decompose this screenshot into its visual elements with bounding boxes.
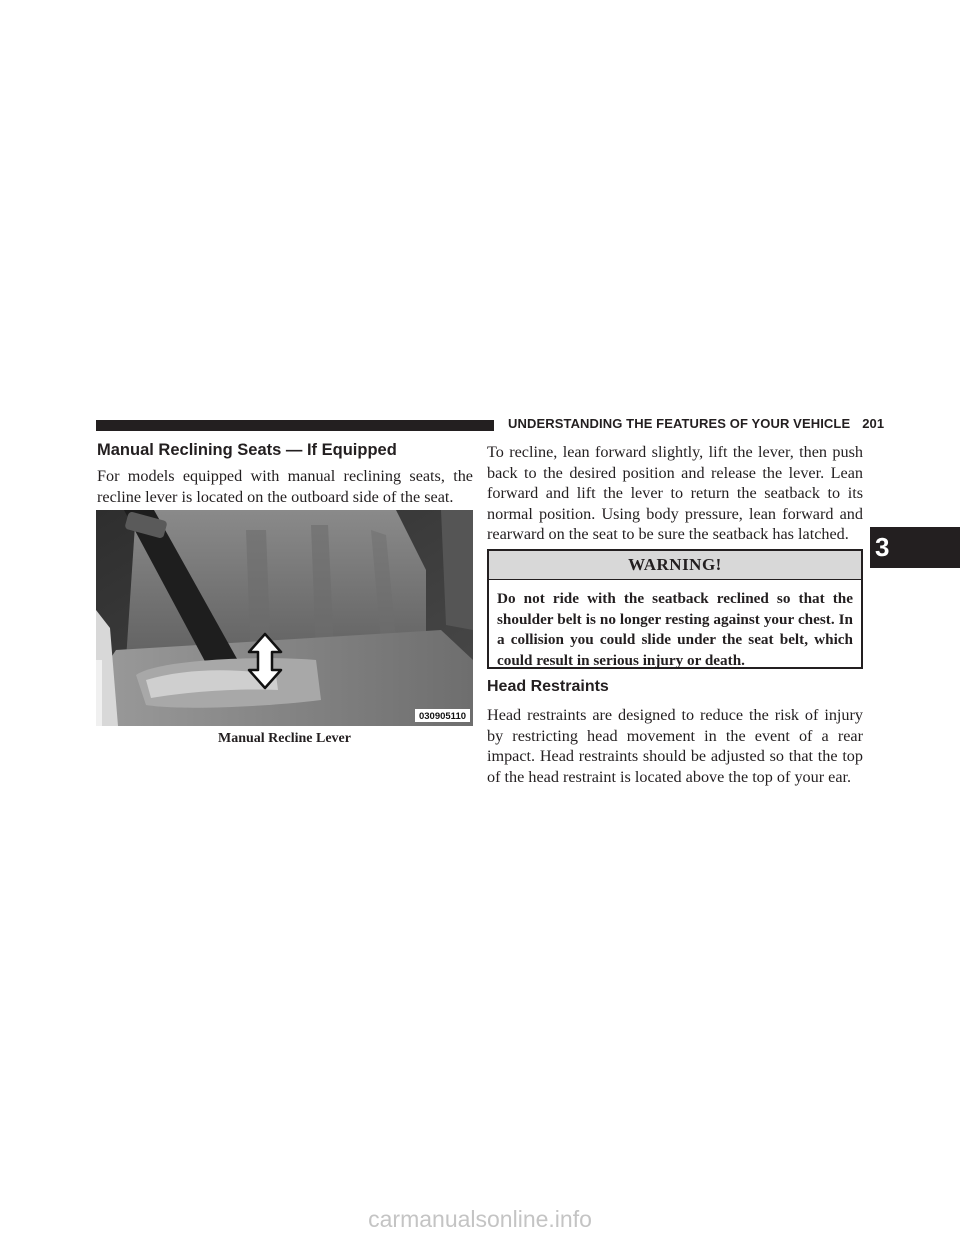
chapter-tab: 3: [870, 527, 960, 568]
warning-title: WARNING!: [489, 551, 861, 580]
section-heading-manual-reclining: Manual Reclining Seats — If Equipped: [97, 441, 397, 459]
figure-caption: Manual Recline Lever: [218, 731, 351, 746]
warning-box: [487, 549, 863, 669]
page-number: 201: [862, 416, 885, 431]
header-rule: [96, 420, 494, 431]
recline-instructions: To recline, lean forward slightly, lift the lever, then push back to the desired position and release the lever. Lean forward and lift the lever to return the seatback to its normal position. Using body pressure, lean forward and rearward on the seat to be sure the seatback has latched.: [487, 443, 863, 544]
warning-text: Do not ride with the seatback reclined so that the shoulder belt is no longer resting against your chest. In a collision you could slide under the seat belt, which could result in serious injury or death.: [497, 590, 853, 669]
header-title: UNDERSTANDING THE FEATURES OF YOUR VEHICLE: [508, 416, 851, 431]
seat-photo: [96, 510, 473, 726]
running-header: [508, 416, 884, 431]
intro-paragraph: For models equipped with manual reclining seats, the recline lever is located on the outboard side of the seat.: [97, 467, 473, 506]
footer-watermark: carmanualsonline.info: [368, 1206, 592, 1232]
section-heading-head-restraints: Head Restraints: [487, 678, 609, 695]
head-restraint-paragraph: Head restraints are designed to reduce the risk of injury by restricting head movement in the event of a rear impact. Head restraints should be adjusted so that the top of the head restraint is located above the top of your ear.: [487, 706, 863, 786]
figure-code: 030905110: [418, 711, 467, 722]
